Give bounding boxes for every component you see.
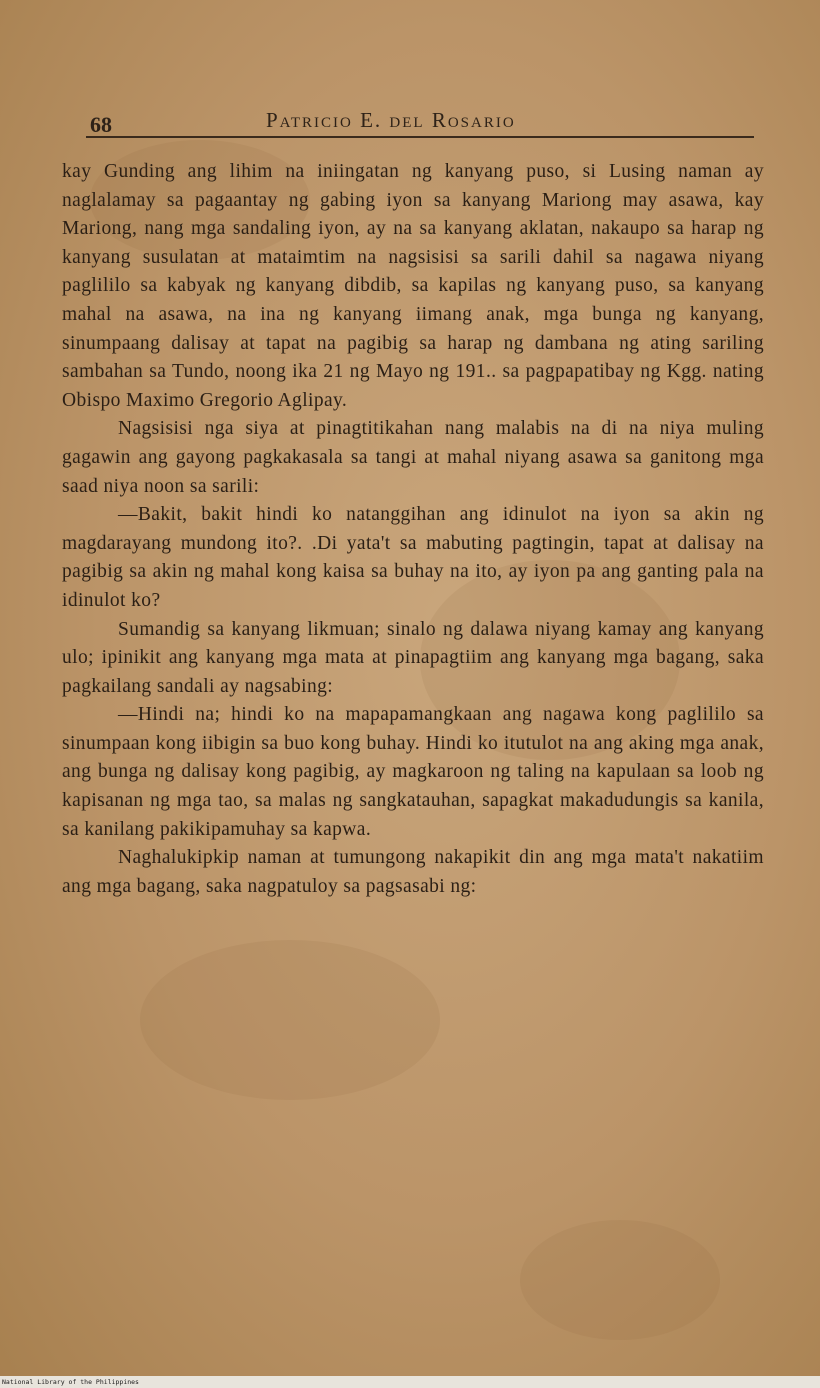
paragraph-4: Sumandig sa kanyang likmuan; sinalo ng dalawa niyang kamay ang kanyang ulo; ipinikit ang kanyang mga mata at pinapagtiim ang kanyang mga bagang, saka pagkailang sandali ay nagsabing:	[62, 618, 764, 697]
paper-stain	[140, 940, 440, 1100]
page-number: 68	[90, 112, 112, 137]
running-head: Patricio E. del Rosario	[266, 108, 516, 132]
paragraph-2: Nagsisisi nga siya at pinagtitikahan nang malabis na di na niya muling gagawin ang gayong pagkakasala sa tangi at mahal niyang asawa sa ganitong mga saad niya noon sa sarili:	[62, 418, 764, 497]
paragraph-3: —Bakit, bakit hindi ko natanggihan ang idinulot na iyon sa akin ng magdarayang mundong ito?. .Di yata't sa mabuting pagtingin, tapat at dalisay na pagibig sa akin ng mahal kong kaisa sa buhay na ito, ay iyon pa ang ganting pala na idinulot ko?	[62, 504, 764, 611]
paragraph-1: kay Gunding ang lihim na iniingatan ng kanyang puso, si Lusing naman ay naglalamay sa pagaantay ng gabing iyon sa kanyang Mariong may asawa, kay Mariong, nang mga sandaling iyon, ay na sa kanyang aklatan, nakaupo sa harap ng kanyang susulatan at mataimtim na nagsisisi sa sarili dahil sa nagawa niyang paglililo sa kabyak ng kanyang dibdib, sa kapilas ng kanyang puso, sa kanyang mahal na asawa, na ina ng kanyang iimang anak, mga bunga ng kanyang, sinumpaang dalisay at tapat na pagibig sa harap ng dambana ng ating sariling sambahan sa Tundo, noong ika 21 ng Mayo ng 191.. sa pagpapatibay ng Kgg. nating Obispo Maximo Gregorio Aglipay.	[62, 161, 764, 411]
paragraph-6: Naghalukipkip naman at tumungong nakapikit din ang mga mata't nakatiim ang mga bagang, saka nagpatuloy sa pagsasabi ng:	[62, 847, 764, 897]
paragraph-5: —Hindi na; hindi ko na mapapamangkaan ang nagawa kong paglililo sa sinumpaan kong iibigin sa buo kong buhay. Hindi ko itutulot na ang aking mga anak, ang bunga ng dalisay kong pagibig, ay magkaroon ng taling na kapulaan sa loob ng kapisanan ng mga tao, sa malas ng sangkatauhan, sapagkat makadudungis sa kanila, sa kanilang pakikipamuhay sa kapwa.	[62, 704, 764, 840]
library-credit: National Library of the Philippines	[2, 1378, 139, 1386]
page-header	[86, 108, 754, 138]
body-text	[62, 158, 764, 901]
paper-stain	[520, 1220, 720, 1340]
